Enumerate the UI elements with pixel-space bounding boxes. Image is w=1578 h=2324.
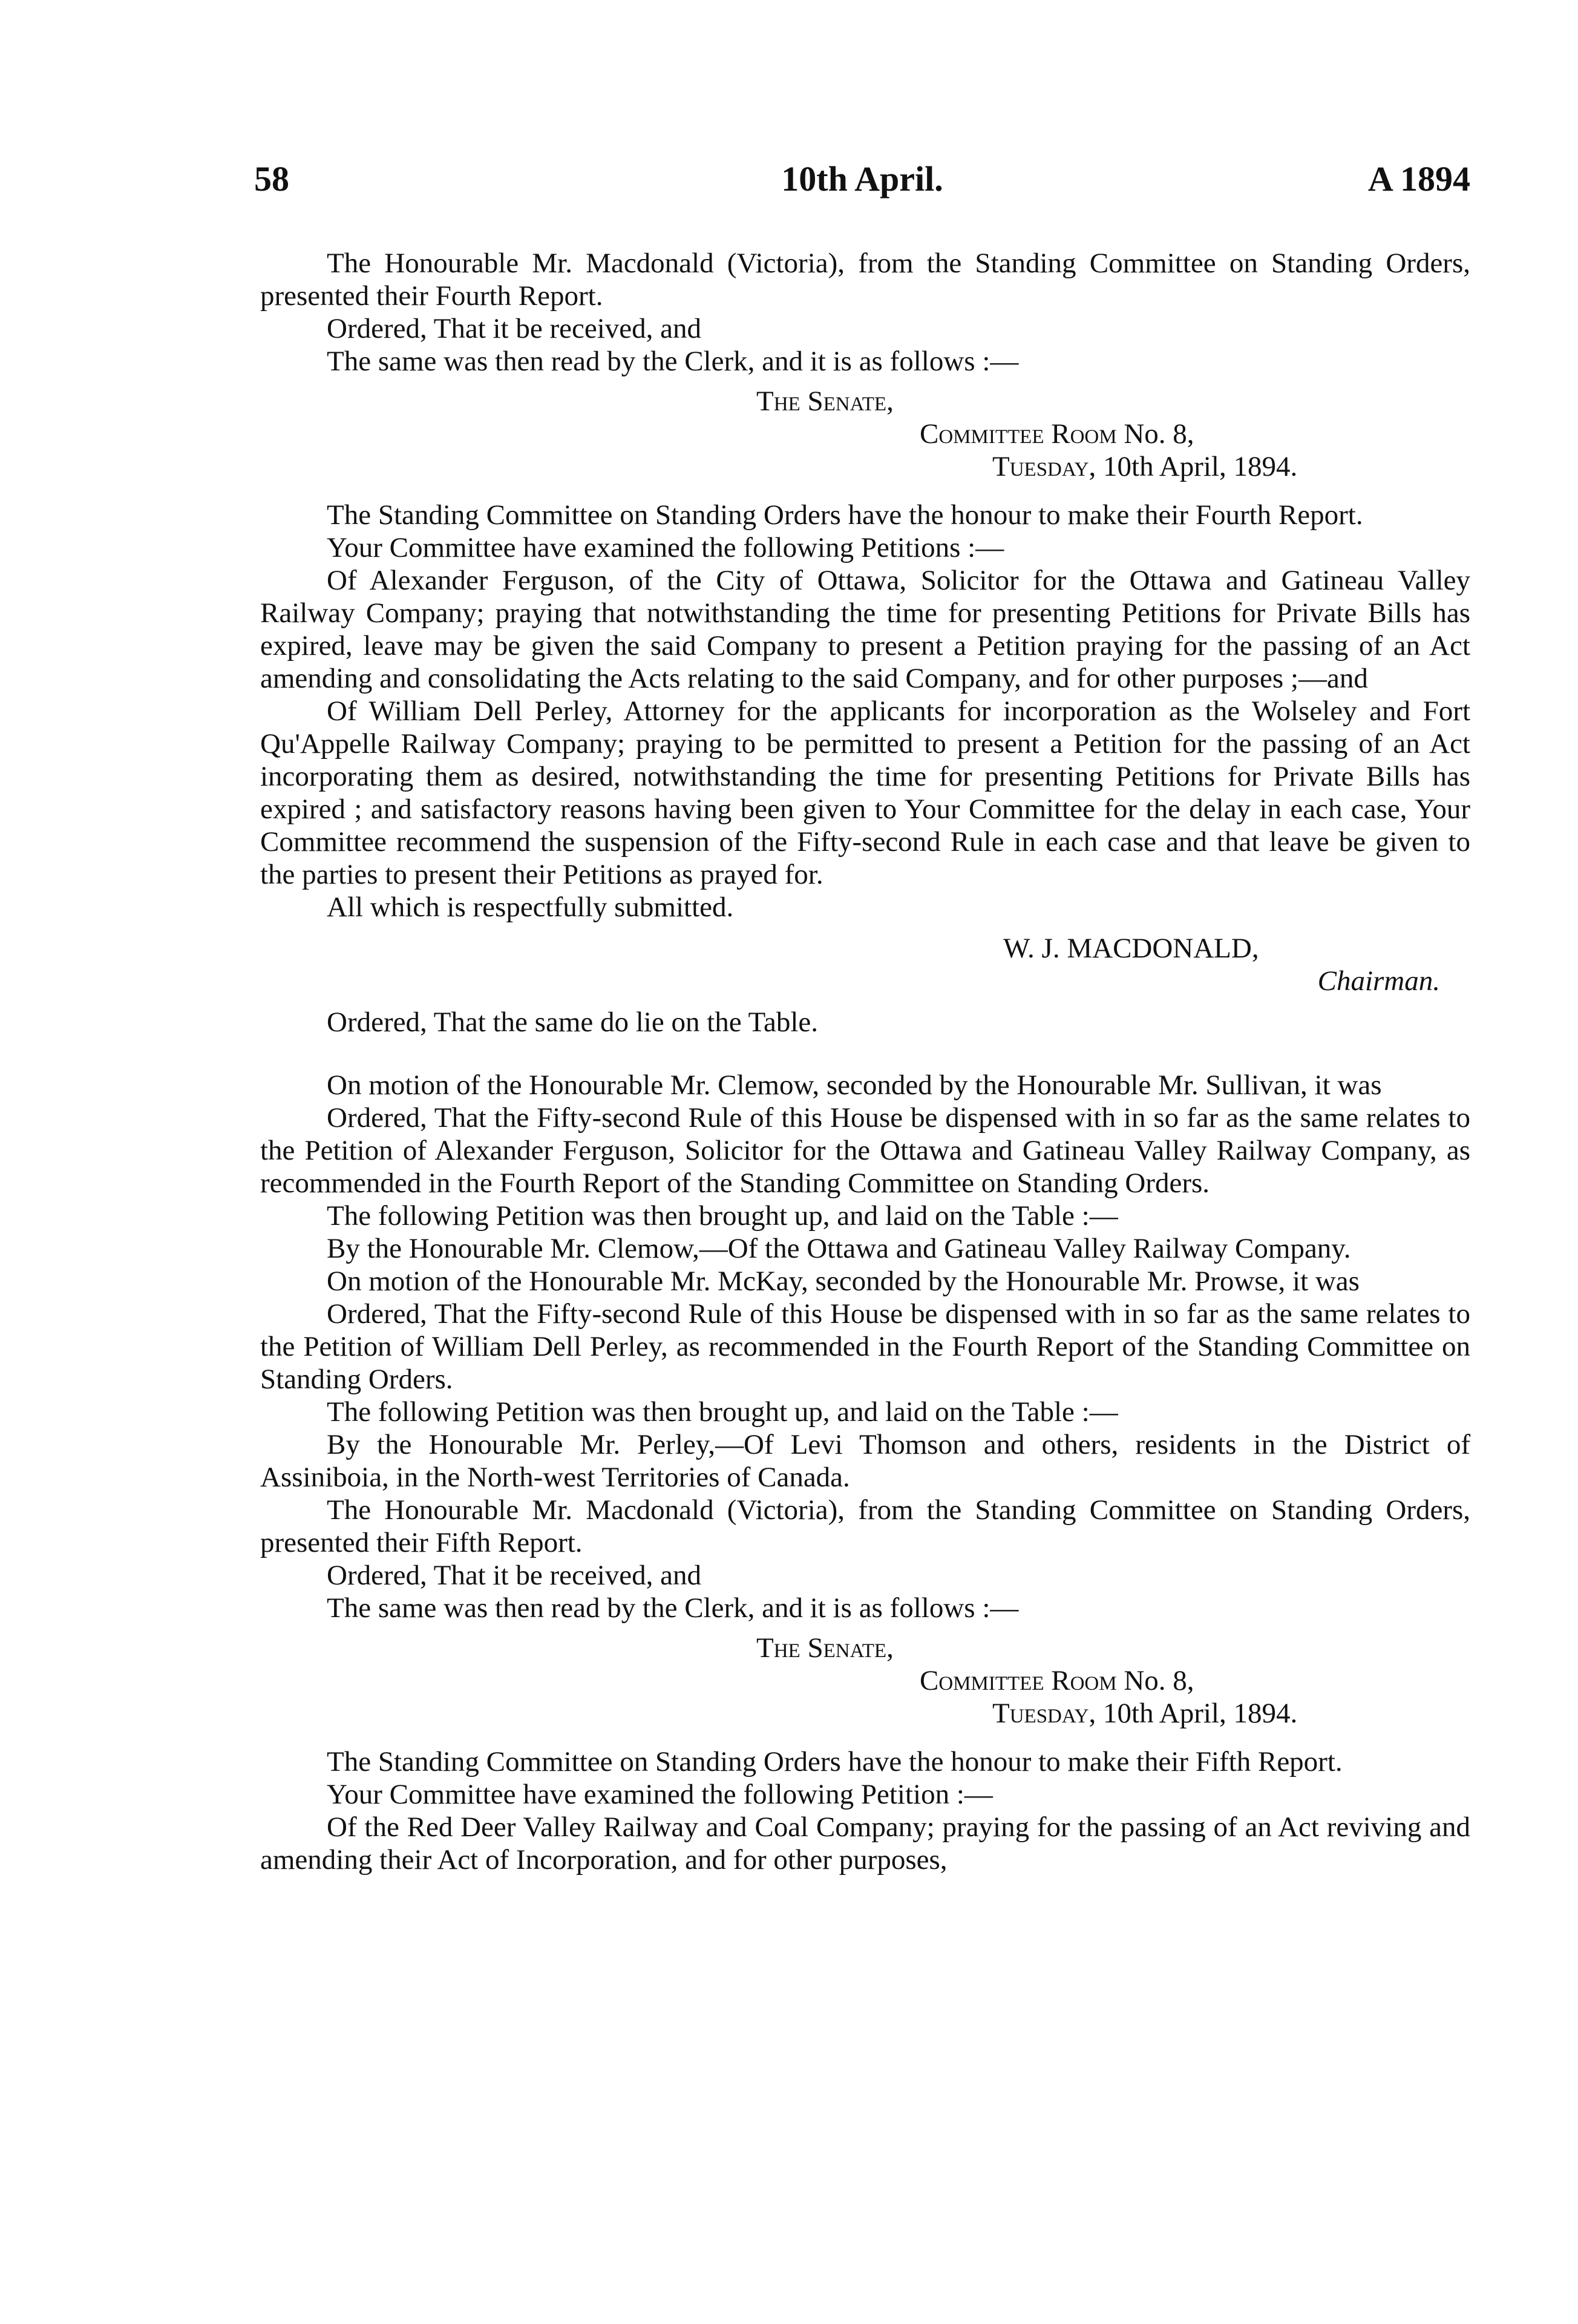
paragraph: All which is respectfully submitted. (327, 891, 734, 923)
report-day: Tuesday, (992, 451, 1096, 482)
paragraph: The Honourable Mr. Macdonald (Victoria), from the Standing Committee on Standing Orders, presented their Fifth Report. (260, 1494, 1470, 1558)
signature: W. J. MACDONALD, (1003, 933, 1259, 964)
report-date: 10th April, 1894. (1103, 451, 1298, 482)
signature-title: Chairman. (1317, 965, 1440, 997)
paragraph: Ordered, That the same do lie on the Table. (327, 1006, 818, 1038)
room-number: No. 8, (1124, 1665, 1194, 1696)
header-year: A 1894 (1367, 159, 1470, 199)
room-label: Committee Room (920, 1665, 1117, 1696)
paragraph: Of Alexander Ferguson, of the City of Ottawa, Solicitor for the Ottawa and Gatineau Valley Railway Company; praying that notwithstanding the time for presenting Petitions for Private Bills has expired, leave may be given the said Company to present a Petition praying for the passing of an Act amending and consolidating the Acts relating to the said Company, and for other purposes ;—and (260, 565, 1470, 694)
report-heading-senate: The Senate, (756, 386, 894, 417)
paragraph: On motion of the Honourable Mr. Clemow, seconded by the Honourable Mr. Sullivan, it was (327, 1069, 1382, 1101)
paragraph: Ordered, That the Fifty-second Rule of this House be dispensed with in so far as the same relates to the Petition of Alexander Ferguson, Solicitor for the Ottawa and Gatineau Valley Railway Company, as recommended in the Fourth Report of the Standing Committee on Standing Orders. (260, 1102, 1470, 1199)
paragraph: The Standing Committee on Standing Orders have the honour to make their Fourth Report. (327, 499, 1363, 531)
report-date: 10th April, 1894. (1103, 1698, 1298, 1729)
paragraph: By the Honourable Mr. Clemow,—Of the Ottawa and Gatineau Valley Railway Company. (327, 1233, 1351, 1264)
paragraph: Ordered, That it be received, and (327, 313, 701, 344)
paragraph: The Honourable Mr. Macdonald (Victoria), from the Standing Committee on Standing Orders, presented their Fourth Report. (260, 248, 1470, 312)
paragraph: Of the Red Deer Valley Railway and Coal Company; praying for the passing of an Act reviving and amending their Act of Incorporation, and for other purposes, (260, 1811, 1470, 1876)
paragraph: The following Petition was then brought up, and laid on the Table :— (327, 1396, 1118, 1428)
paragraph: Of William Dell Perley, Attorney for the applicants for incorporation as the Wolseley and Fort Qu'Appelle Railway Company; praying to be permitted to present a Petition for the passing of an Act incorporating them as desired, notwithstanding the time for presenting Petitions for Private Bills has expired ; and satisfactory reasons having been given to Your Committee for the delay in each case, Your Committee recommend the suspension of the Fifty-second Rule in each case and that leave be given to the parties to present their Petitions as prayed for. (260, 695, 1470, 890)
paragraph: Your Committee have examined the following Petition :— (327, 1779, 993, 1810)
page-number: 58 (254, 159, 289, 199)
page-body (260, 247, 1470, 1876)
room-number: No. 8, (1124, 418, 1194, 450)
paragraph: On motion of the Honourable Mr. McKay, seconded by the Honourable Mr. Prowse, it was (327, 1265, 1360, 1297)
room-label: Committee Room (920, 418, 1117, 450)
section-spacer (260, 1039, 1470, 1069)
paragraph: By the Honourable Mr. Perley,—Of Levi Thomson and others, residents in the District of Assiniboia, in the North-west Territories of Canada. (260, 1429, 1470, 1493)
paragraph: The same was then read by the Clerk, and it is as follows :— (327, 1592, 1019, 1624)
report-heading-senate: The Senate, (756, 1632, 894, 1664)
report-heading-room (260, 418, 1470, 450)
report-heading-date (260, 1697, 1470, 1730)
running-header (254, 159, 1470, 201)
paragraph: Ordered, That it be received, and (327, 1560, 701, 1591)
paragraph: Ordered, That the Fifty-second Rule of this House be dispensed with in so far as the same relates to the Petition of William Dell Perley, as recommended in the Fourth Report of the Standing Committee on Standing Orders. (260, 1298, 1470, 1395)
paragraph: Your Committee have examined the following Petitions :— (327, 532, 1004, 563)
paragraph: The same was then read by the Clerk, and it is as follows :— (327, 346, 1019, 377)
report-heading-room (260, 1664, 1470, 1697)
header-date: 10th April. (781, 159, 943, 199)
paragraph: The following Petition was then brought up, and laid on the Table :— (327, 1200, 1118, 1232)
paragraph: The Standing Committee on Standing Orders have the honour to make their Fifth Report. (327, 1746, 1343, 1777)
report-day: Tuesday, (992, 1698, 1096, 1729)
report-heading-date (260, 450, 1470, 483)
